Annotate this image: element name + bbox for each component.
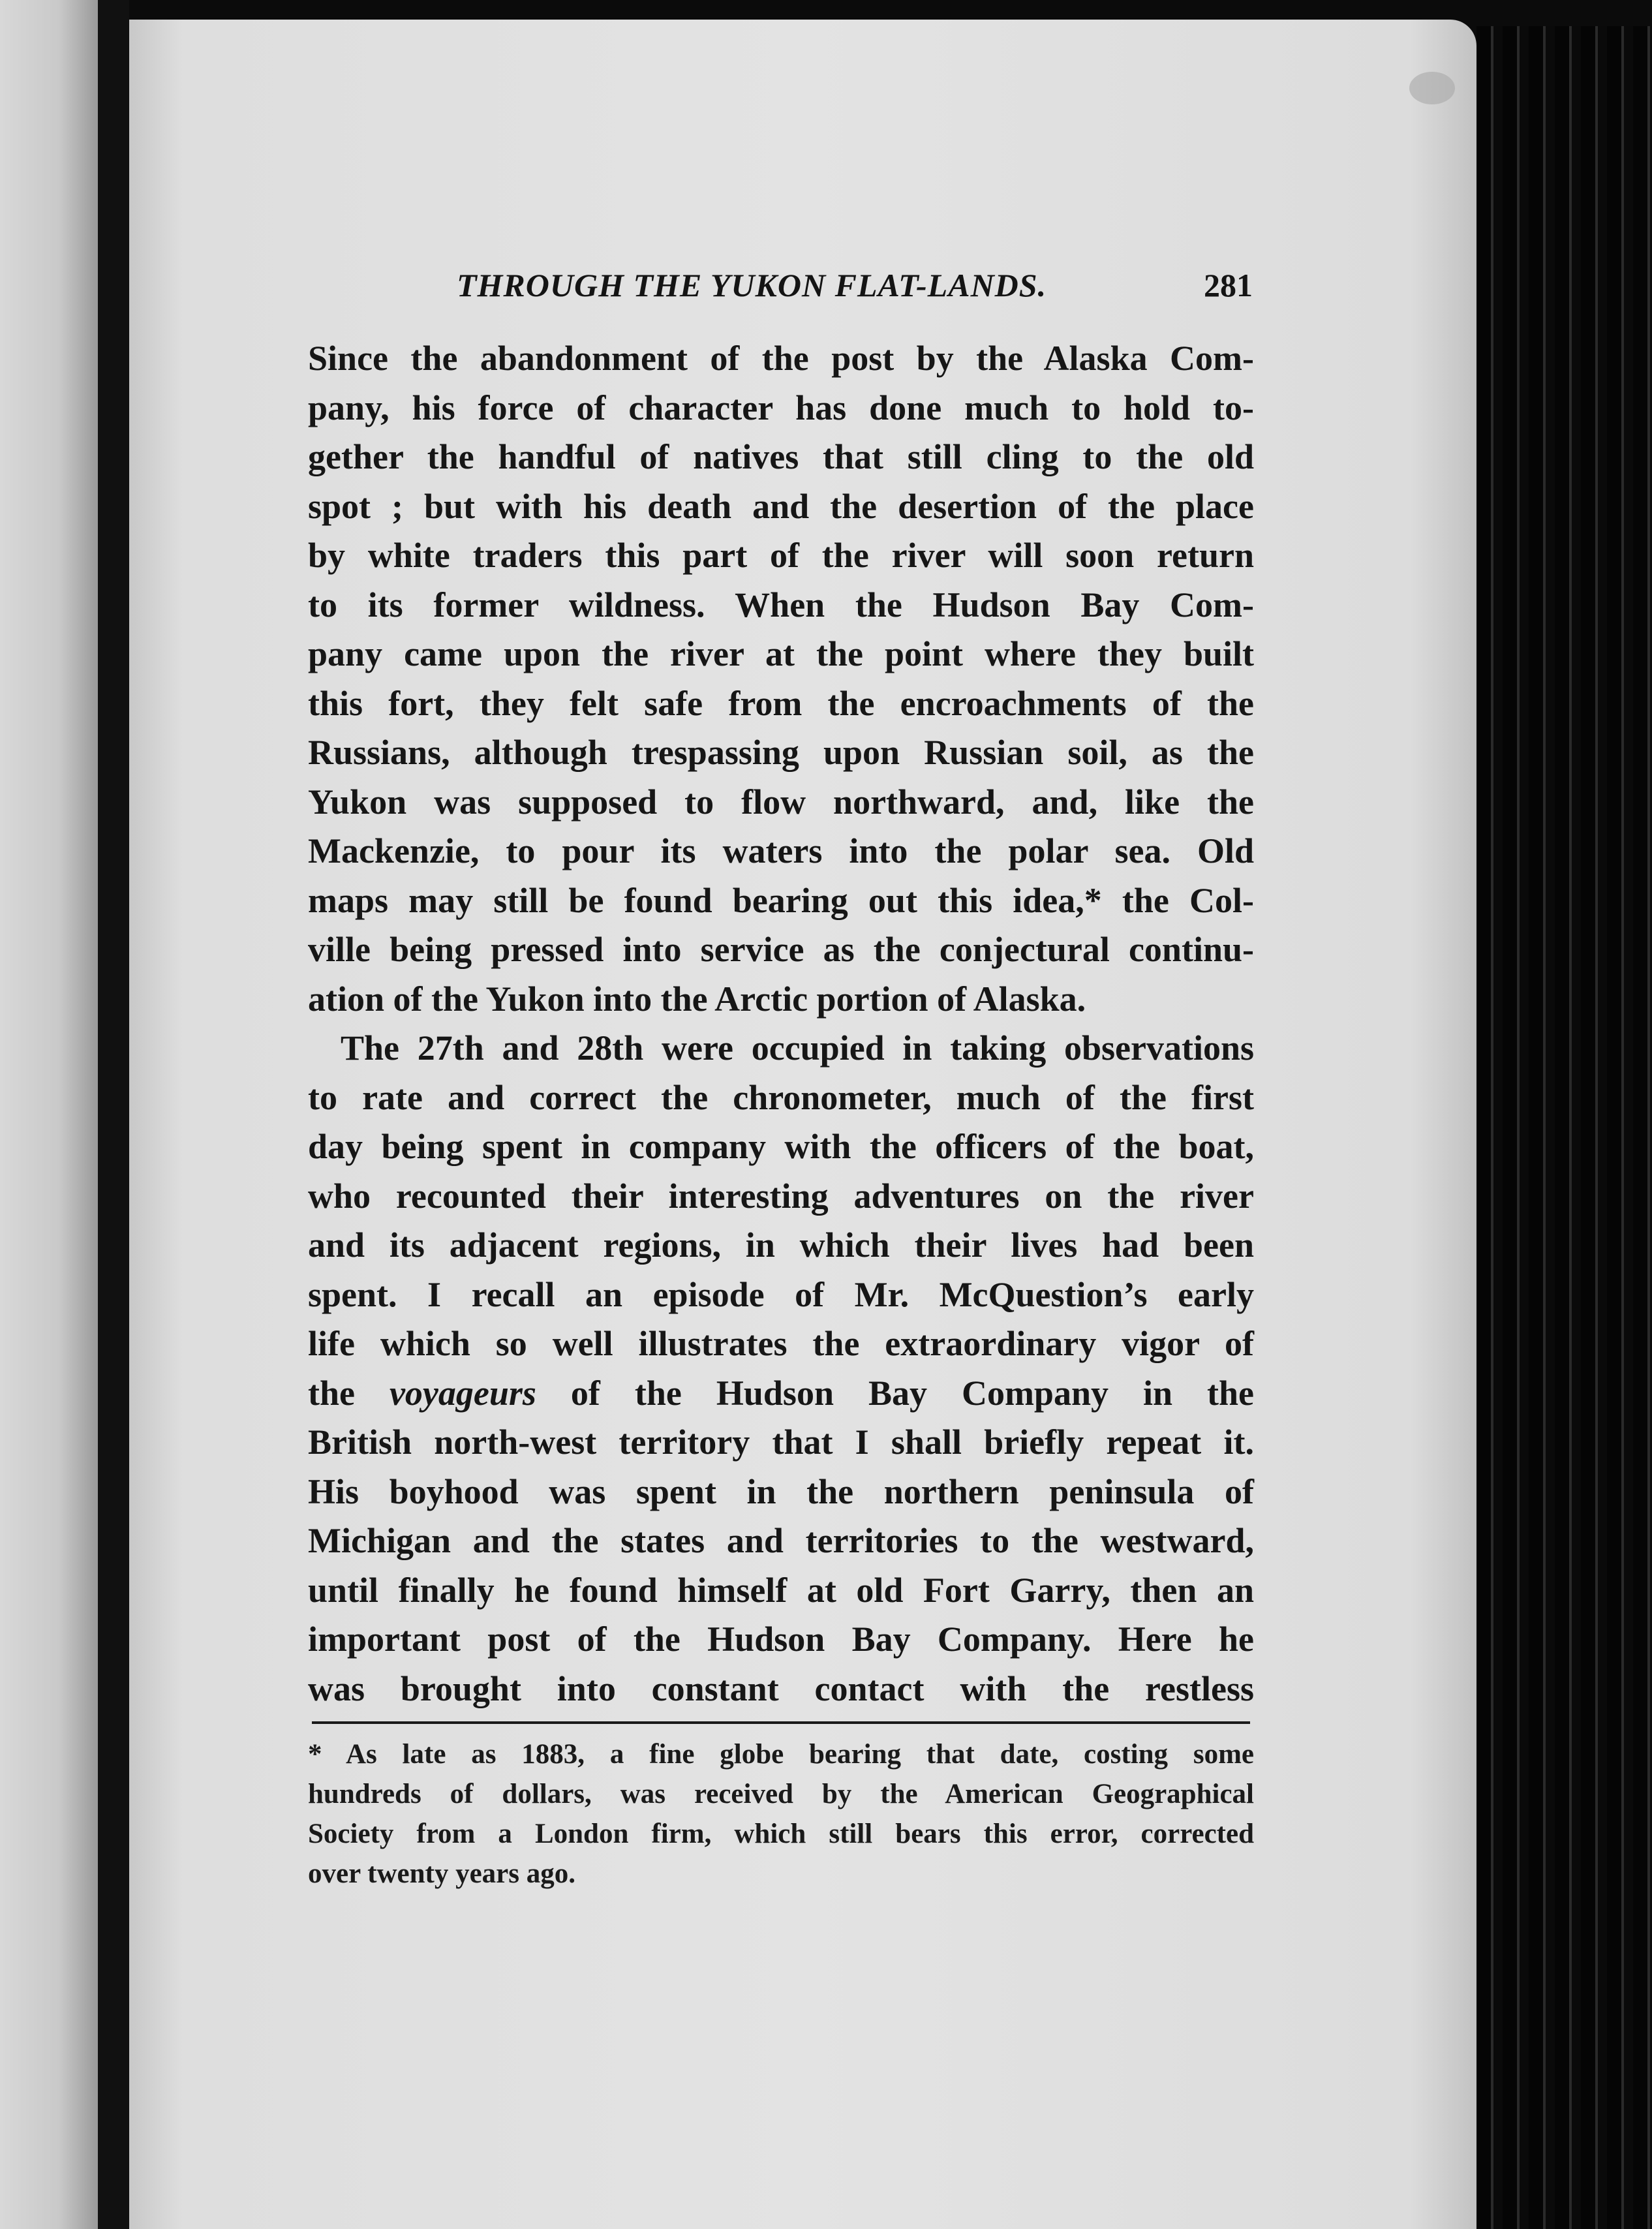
body-text bbox=[308, 334, 1254, 1714]
text-line: to rate and correct the chronometer, much of the first bbox=[308, 1077, 1254, 1117]
footnote-line: Society from a London firm, which still bears this error, corrected bbox=[308, 1819, 1254, 1849]
page-edges-stack bbox=[1476, 26, 1652, 2229]
text-line: life which so well illustrates the extraordinary vigor of bbox=[308, 1324, 1254, 1363]
text-line: Mackenzie, to pour its waters into the polar sea. Old bbox=[308, 831, 1254, 870]
text-line: pany, his force of character has done much to hold to- bbox=[308, 388, 1254, 427]
text-line: was brought into constant contact with the restless bbox=[308, 1668, 1254, 1708]
page-smudge bbox=[1409, 72, 1455, 104]
text-line: who recounted their interesting adventures on the river bbox=[308, 1176, 1254, 1216]
text-fragment: the bbox=[308, 1373, 355, 1413]
footnote-line: * As late as 1883, a fine globe bearing that date, costing some bbox=[308, 1739, 1254, 1770]
text-line: Yukon was supposed to flow northward, and, like the bbox=[308, 782, 1254, 822]
text-line: this fort, they felt safe from the encroachments of the bbox=[308, 683, 1254, 723]
text-line: The 27th and 28th were occupied in taking observations bbox=[341, 1028, 1254, 1068]
running-title: THROUGH THE YUKON FLAT-LANDS. bbox=[457, 267, 1047, 303]
text-line: until finally he found himself at old Fort Garry, then an bbox=[308, 1570, 1254, 1610]
text-line: spot ; but with his death and the desertion of the place bbox=[308, 486, 1254, 526]
text-fragment: of the Hudson Bay Company in the bbox=[570, 1373, 1254, 1413]
page-number: 281 bbox=[1204, 267, 1253, 303]
text-line: British north-west territory that I shall briefly repeat it. bbox=[308, 1422, 1254, 1462]
running-header bbox=[457, 266, 1253, 308]
text-line: and its adjacent regions, in which their lives had been bbox=[308, 1225, 1254, 1265]
text-line: pany came upon the river at the point where they built bbox=[308, 634, 1254, 673]
text-line: ation of the Yukon into the Arctic portion of Alaska. bbox=[308, 979, 1086, 1019]
text-line: spent. I recall an episode of Mr. McQuestion’s early bbox=[308, 1274, 1254, 1314]
text-line: gether the handful of natives that still cling to the old bbox=[308, 437, 1254, 476]
text-line: Since the abandonment of the post by the Alaska Com- bbox=[308, 339, 1254, 378]
facing-page-edge bbox=[0, 0, 98, 2229]
footnote bbox=[308, 1734, 1254, 1894]
text-line: important post of the Hudson Bay Company. Here he bbox=[308, 1620, 1254, 1659]
footnote-line: over twenty years ago. bbox=[308, 1858, 575, 1889]
text-line: His boyhood was spent in the northern peninsula of bbox=[308, 1471, 1254, 1511]
text-line: Michigan and the states and territories to the westward, bbox=[308, 1521, 1254, 1560]
text-line: by white traders this part of the river will soon return bbox=[308, 536, 1254, 575]
text-line: day being spent in company with the officers of the boat, bbox=[308, 1127, 1254, 1166]
text-line: Russians, although trespassing upon Russian soil, as the bbox=[308, 733, 1254, 772]
italic-word: voyageurs bbox=[389, 1373, 536, 1413]
text-line: ville being pressed into service as the conjectural continu- bbox=[308, 930, 1254, 969]
text-line bbox=[308, 1369, 1254, 1419]
footnote-line: hundreds of dollars, was received by the American Geographical bbox=[308, 1779, 1254, 1809]
text-line: maps may still be found bearing out this idea,* the Col- bbox=[308, 880, 1254, 920]
footnote-rule bbox=[312, 1721, 1250, 1724]
book-gutter bbox=[98, 0, 129, 2229]
text-line: to its former wildness. When the Hudson Bay Com- bbox=[308, 585, 1254, 624]
